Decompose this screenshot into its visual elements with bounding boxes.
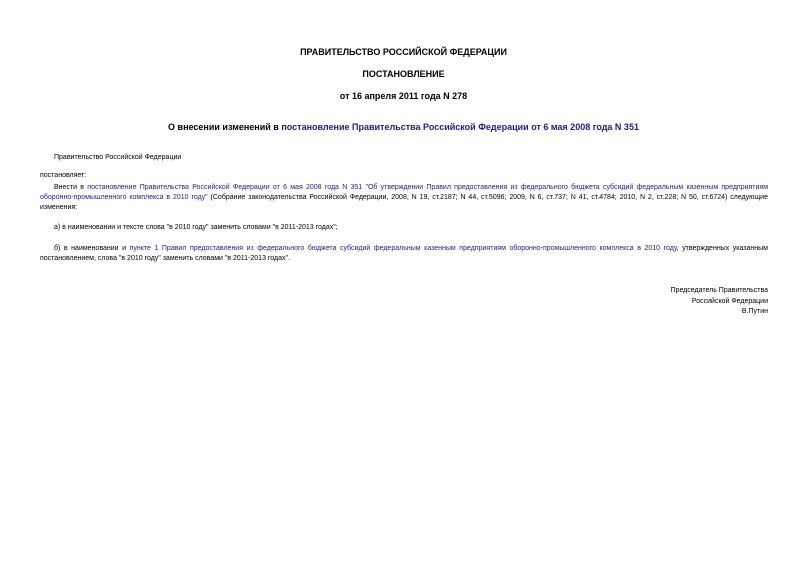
item-b-prefix: б) в наименовании и bbox=[54, 245, 130, 252]
signature-org: Российской Федерации bbox=[691, 298, 768, 305]
main-link[interactable]: постановление Правительства Российской Федерации от 6 мая 2008 года N 351 "Об утверждении Правил предоставления из федерального бюджета субсидий федеральным казенным предприятиям оборонно-промышленного комплекса в 2010 году" bbox=[40, 184, 769, 201]
main-paragraph bbox=[40, 183, 768, 213]
document-title bbox=[0, 122, 807, 132]
item-a: а) в наименовании и тексте слова "в 2010 году" заменить словами "в 2011-2013 годах"; bbox=[54, 224, 338, 231]
government-line: Правительство Российской Федерации bbox=[54, 154, 182, 161]
signature-title: Председатель Правительства bbox=[670, 287, 768, 294]
item-b bbox=[40, 244, 768, 264]
item-b-link[interactable]: пункте 1 Правил предоставления из федерального бюджета субсидий федеральным казенным предприятиям оборонно-промышленного комплекса в 2010 году bbox=[129, 245, 677, 252]
signature-name: В.Путин bbox=[741, 308, 768, 315]
main-suffix: (Собрание законодательства Российской Федерации, 2008, N 19, ст.2187; N 44, ст.5096; 2009, N 6, ст.737; N 41, ст.4784; 2010, N 2, ст.228; N 50, ст.6724) следующие изменения: bbox=[40, 194, 768, 211]
title-link[interactable]: постановление Правительства Российской Федерации от 6 мая 2008 года N 351 bbox=[281, 122, 639, 132]
item-b-suffix: , утвержденных указанным постановлением, слова "в 2010 году" заменить словами "в 2011-2013 годах". bbox=[40, 245, 768, 262]
org-heading: ПРАВИТЕЛЬСТВО РОССИЙСКОЙ ФЕДЕРАЦИИ bbox=[300, 47, 507, 57]
date-number-heading: от 16 апреля 2011 года N 278 bbox=[339, 91, 468, 101]
resolves-line: постановляет: bbox=[40, 172, 87, 179]
main-prefix: Внести в bbox=[54, 184, 88, 191]
doc-type-heading: ПОСТАНОВЛЕНИЕ bbox=[362, 69, 445, 79]
title-prefix: О внесении изменений в bbox=[168, 122, 282, 132]
